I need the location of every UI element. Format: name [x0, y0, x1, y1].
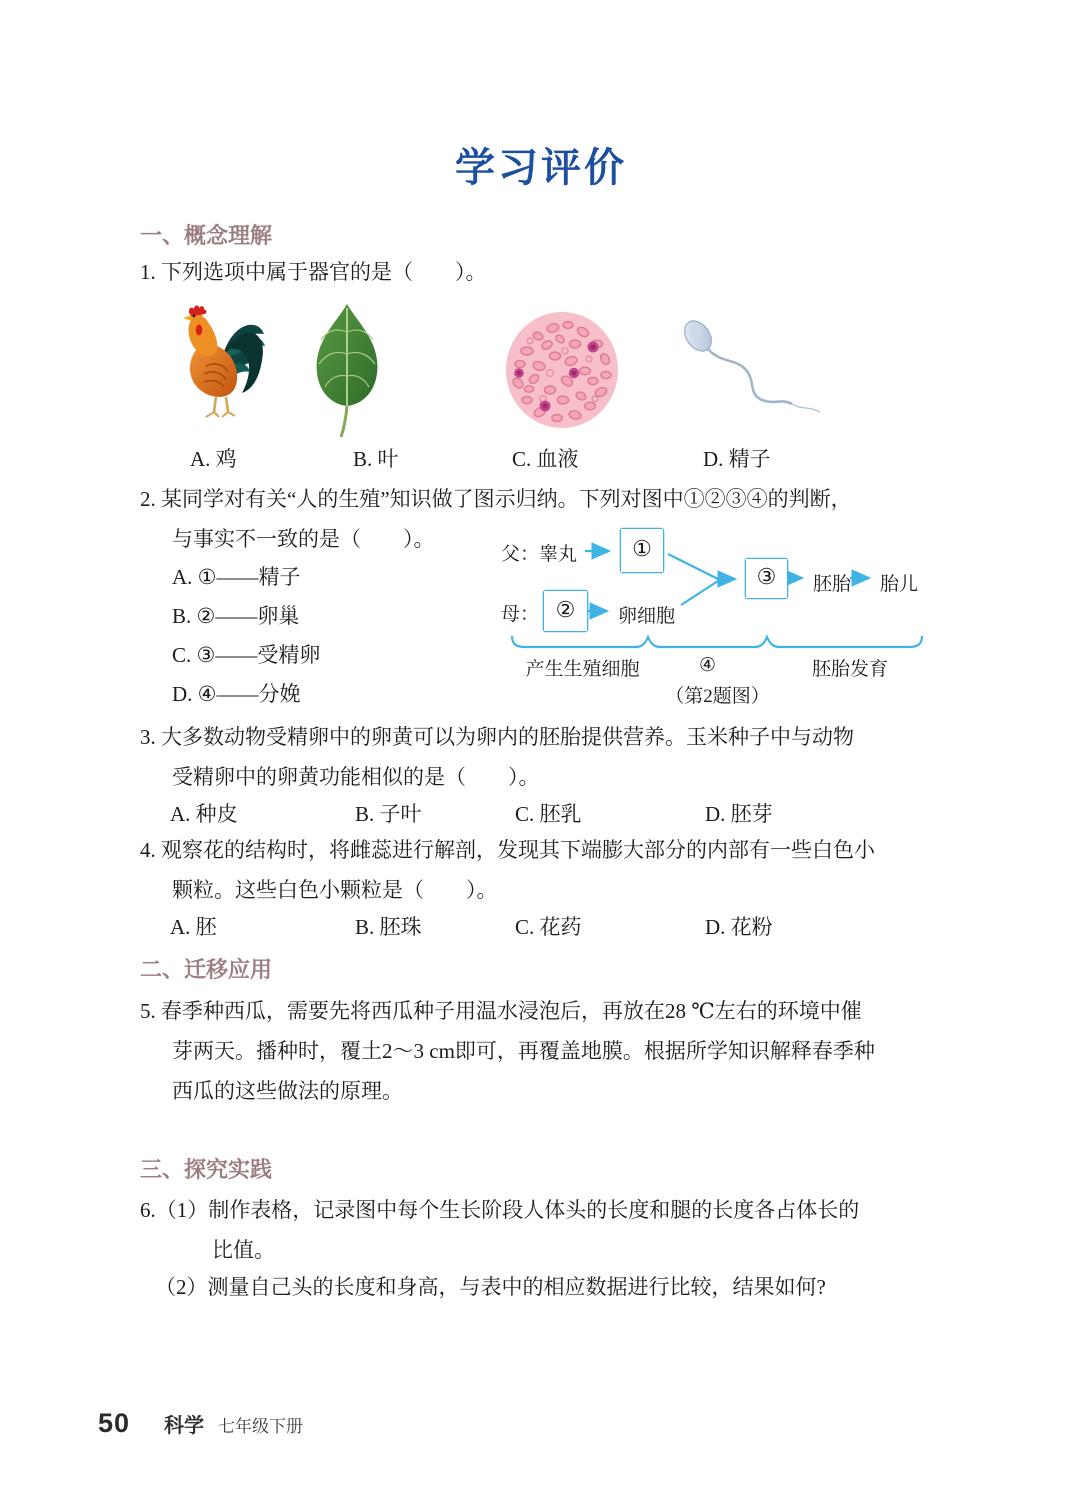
question-4-line2: 颗粒。这些白色小颗粒是（ ）。 [172, 878, 498, 902]
page-footer [98, 1408, 303, 1439]
sperm-tail [707, 348, 792, 404]
q2-option-c: C. ③——受精卵 [172, 643, 321, 667]
question-4-line1: 4. 观察花的结构时，将雌蕊进行解剖，发现其下端膨大部分的内部有一些白色小 [140, 838, 875, 862]
question-6-line1: 6.（1）制作表格，记录图中每个生长阶段人体头的长度和腿的长度各占体长的 [140, 1198, 860, 1222]
sperm-photo [676, 314, 822, 425]
question-5-line1: 5. 春季种西瓜，需要先将西瓜种子用温水浸泡后，再放在28 ℃左右的环境中催 [140, 999, 862, 1023]
diagram-mother-label: 母： [501, 604, 540, 625]
footer-volume: 七年级下册 [218, 1417, 304, 1436]
section-heading-3: 三、探究实践 [140, 1157, 273, 1182]
diagram-fetus-label: 胎儿 [880, 574, 919, 595]
question-6-line3: （2）测量自己头的长度和身高，与表中的相应数据进行比较，结果如何? [155, 1275, 826, 1299]
blood-micrograph-photo [505, 311, 619, 434]
q4-option-a: A. 胚 [170, 915, 217, 939]
q2-option-d: D. ④——分娩 [172, 682, 301, 706]
diagram-box-3: ③ [746, 559, 787, 598]
section-heading-1: 一、概念理解 [140, 223, 273, 248]
question-5-line3: 西瓜的这些做法的原理。 [172, 1079, 403, 1103]
footer-book-title: 科学 [164, 1415, 205, 1437]
q3-option-c: C. 胚乳 [515, 802, 582, 826]
q3-option-d: D. 胚芽 [705, 802, 773, 826]
diagram-box-2: ② [544, 591, 587, 631]
q1-option-a: A. 鸡 [190, 447, 237, 471]
q4-option-c: C. 花药 [515, 915, 582, 939]
question-1-text: 1. 下列选项中属于器官的是（ ）。 [140, 260, 487, 284]
underbrace [512, 636, 922, 647]
question-6-line2: 比值。 [212, 1238, 275, 1262]
diagram-stage2-label: ④ [698, 655, 717, 676]
q2-option-a: A. ①——精子 [172, 565, 301, 589]
q1-option-d: D. 精子 [703, 447, 771, 471]
page-number: 50 [98, 1408, 131, 1438]
diagram-stage3-label: 胚胎发育 [811, 659, 888, 680]
q1-option-c: C. 血液 [512, 447, 579, 471]
q3-option-b: B. 子叶 [355, 802, 422, 826]
q4-option-d: D. 花粉 [705, 915, 773, 939]
diagram-father-label: 父：睾丸 [501, 544, 578, 565]
reproduction-flow-diagram [485, 527, 940, 712]
question-5-line2: 芽两天。播种时，覆土2～3 cm即可，再覆盖地膜。根据所学知识解释春季种 [172, 1039, 875, 1063]
page-title: 学习评价 [455, 146, 627, 190]
question-3-line2: 受精卵中的卵黄功能相似的是（ ）。 [172, 765, 540, 789]
q2-option-b: B. ②——卵巢 [172, 604, 300, 628]
diagram-stage1-label: 产生生殖细胞 [525, 659, 640, 680]
rooster-comb [189, 305, 207, 316]
question-3-line1: 3. 大多数动物受精卵中的卵黄可以为卵内的胚胎提供营养。玉米种子中与动物 [140, 725, 854, 749]
section-heading-2: 二、迁移应用 [140, 957, 273, 982]
q1-option-b: B. 叶 [353, 447, 399, 471]
diagram-caption: （第2题图） [665, 686, 770, 707]
q4-option-b: B. 胚珠 [355, 915, 422, 939]
question-2-line1: 2. 某同学对有关“人的生殖”知识做了图示归纳。下列对图中①②③④的判断， [140, 487, 852, 511]
diagram-box-1: ① [621, 529, 663, 572]
leaf-photo [308, 302, 386, 445]
diagram-embryo-label: 胚胎 [813, 574, 852, 595]
diagram-egg-label: 卵细胞 [618, 606, 676, 627]
rooster-photo [172, 304, 272, 424]
q3-option-a: A. 种皮 [170, 802, 238, 826]
leaf-stem [341, 406, 347, 437]
rooster-legs [206, 396, 235, 417]
question-2-line2: 与事实不一致的是（ ）。 [172, 527, 435, 551]
